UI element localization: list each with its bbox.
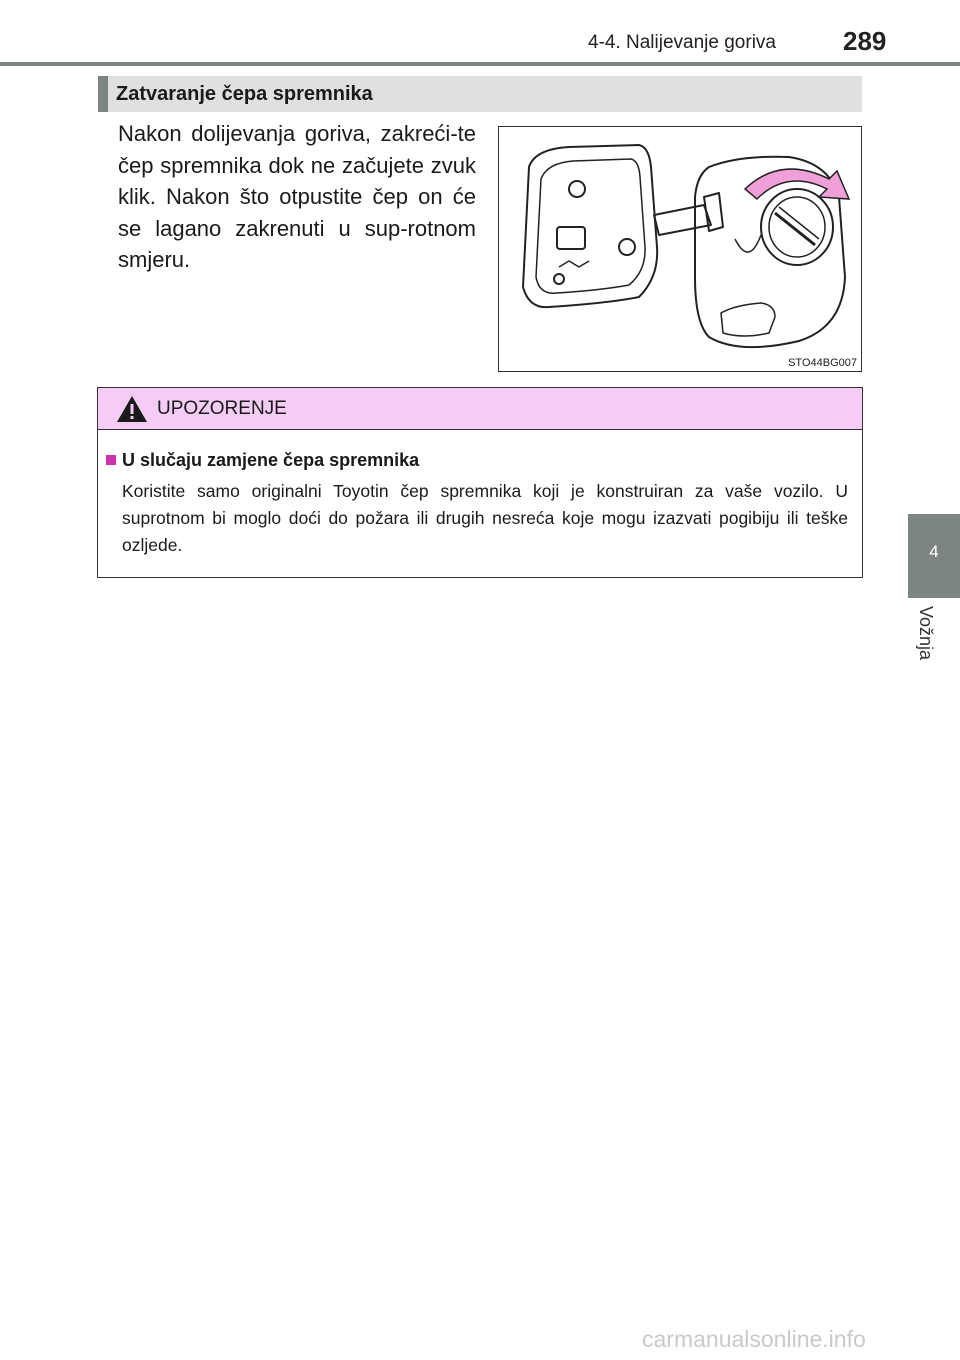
warning-subtitle-text: U slučaju zamjene čepa spremnika: [122, 450, 420, 470]
section-title: Zatvaranje čepa spremnika: [98, 76, 862, 112]
chapter-tab[interactable]: [908, 514, 960, 598]
fuel-door-drawing: [499, 127, 861, 371]
warning-text: Koristite samo originalni Toyotin čep spremnika koji je konstruiran za vaše vozilo. U suprotnom bi moglo doći do požara ili drugih nesreća koje mogu izazvati pogibiju ili teške ozljede.: [122, 481, 848, 555]
rotate-arrow-icon: [745, 169, 849, 199]
warning-triangle-icon: [116, 395, 148, 423]
warning-box: [97, 387, 863, 578]
page-number: 289: [843, 26, 887, 56]
header-rule: [0, 62, 960, 66]
watermark: carmanualsonline.info: [642, 1326, 866, 1352]
header-section-title: 4-4. Nalijevanje goriva: [588, 32, 776, 53]
bullet-square-icon: [106, 455, 116, 465]
warning-subtitle: [106, 450, 419, 471]
chapter-number: 4: [929, 542, 939, 561]
warning-title: UPOZORENJE: [157, 398, 287, 419]
fuel-cap-illustration: [498, 126, 862, 372]
figure-code: STO44BG007: [788, 357, 857, 369]
section-body-text: Nakon dolijevanja goriva, zakreći-te čep spremnika dok ne začujete zvuk klik. Nakon što otpustite čep on će se lagano zakrenuti u sup-rotnom smjeru.: [118, 121, 476, 272]
warning-header: [98, 388, 862, 430]
chapter-label: Vožnja: [916, 606, 936, 661]
